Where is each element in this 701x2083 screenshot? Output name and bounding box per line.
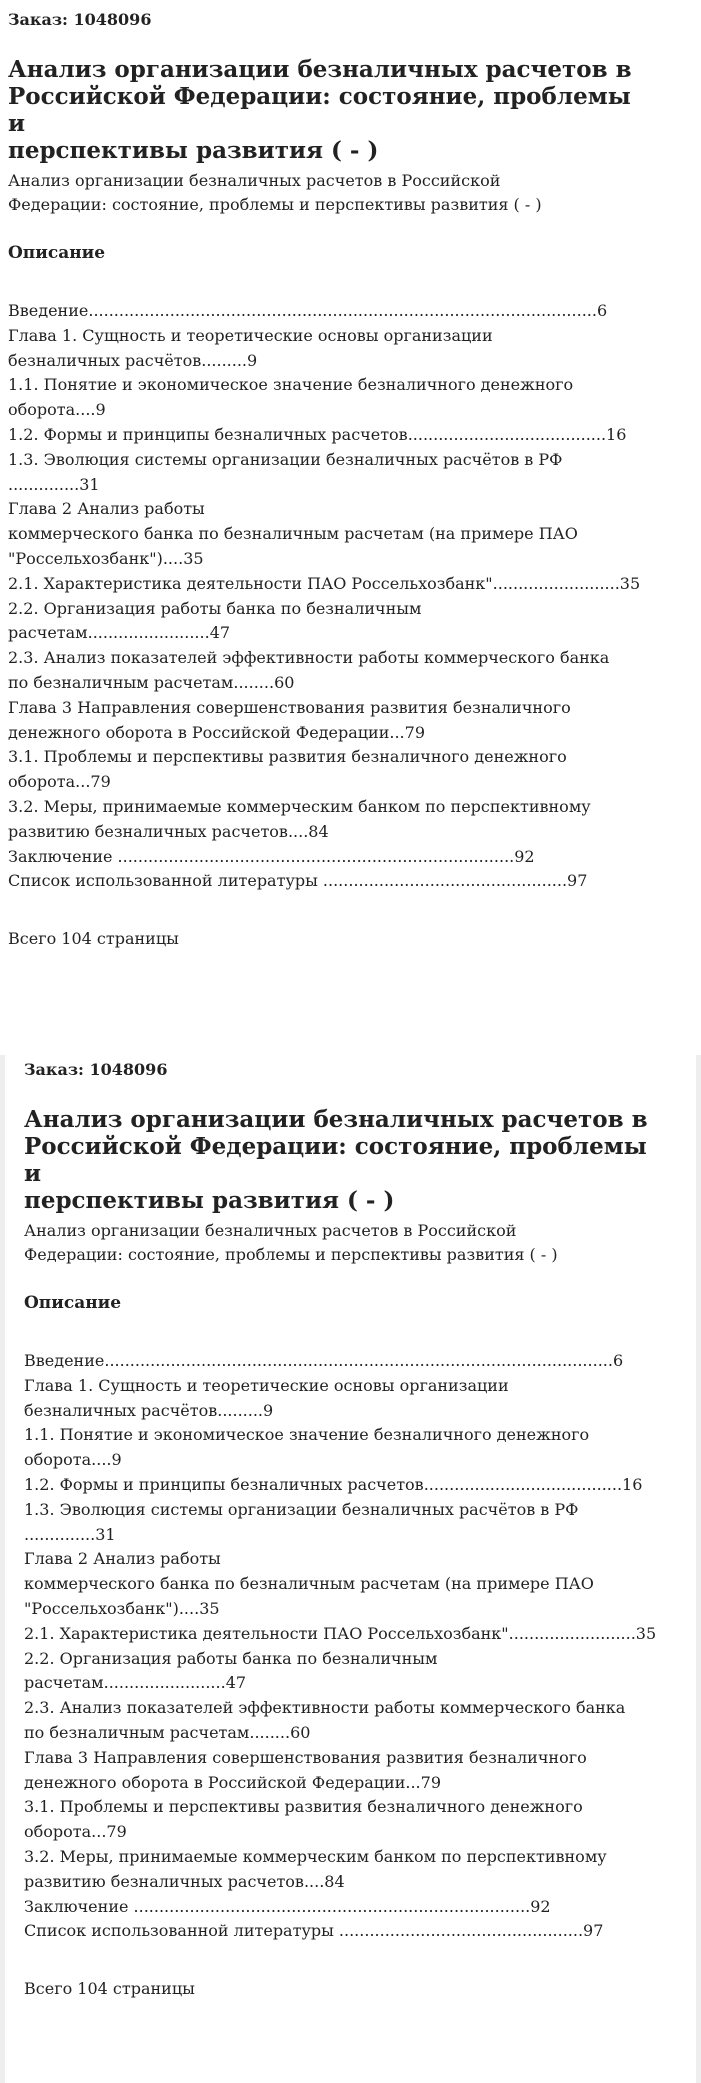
description-heading: Описание — [8, 243, 106, 263]
work-subtitle — [8, 169, 658, 217]
toc-line: оборота....9 — [8, 400, 106, 420]
toc-line: оборота...79 — [8, 772, 111, 792]
work-title-line: Российской Федерации: состояние, проблемы и — [24, 1133, 647, 1187]
work-subtitle-line: Федерации: состояние, проблемы и перспективы развития ( - ) — [8, 195, 542, 214]
work-card-2 — [0, 1055, 701, 2083]
toc-line: Заключение ..............................................................................92 — [8, 846, 535, 866]
toc-line: "Россельхозбанк")....35 — [24, 1598, 220, 1618]
work-subtitle-line: Анализ организации безналичных расчетов в Российской — [24, 1221, 517, 1240]
toc-line: 2.1. Характеристика деятельности ПАО Россельхозбанк".........................35 — [24, 1623, 657, 1643]
toc-line: расчетам........................47 — [8, 623, 231, 643]
toc-line: развитию безналичных расчетов....84 — [24, 1871, 345, 1891]
toc-line: 2.3. Анализ показателей эффективности работы коммерческого банка — [8, 648, 610, 668]
toc-line: Глава 1. Сущность и теоретические основы организации — [24, 1375, 509, 1395]
total-pages: Всего 104 страницы — [24, 1979, 195, 1999]
toc-line: безналичных расчётов.........9 — [8, 350, 258, 370]
toc-line: по безналичным расчетам........60 — [8, 672, 295, 692]
toc-line: расчетам........................47 — [24, 1673, 247, 1693]
toc-line: денежного оборота в Российской Федерации...79 — [8, 722, 425, 742]
work-title-line: Анализ организации безналичных расчетов в — [8, 56, 632, 83]
toc-line: Глава 3 Направления совершенствования развития безналичного — [8, 697, 571, 717]
toc-line: 1.2. Формы и принципы безналичных расчетов.......................................16 — [24, 1474, 643, 1494]
toc-line: ..............31 — [24, 1524, 116, 1544]
toc-line: коммерческого банка по безналичным расчетам (на примере ПАО — [8, 524, 578, 544]
work-title — [8, 56, 648, 164]
total-pages: Всего 104 страницы — [8, 929, 179, 949]
toc-line: 2.2. Организация работы банка по безналичным — [24, 1648, 438, 1668]
toc-line: 1.1. Понятие и экономическое значение безналичного денежного — [8, 375, 574, 395]
toc-line: 1.2. Формы и принципы безналичных расчетов.......................................16 — [8, 424, 627, 444]
work-title-line: перспективы развития ( - ) — [24, 1187, 395, 1214]
work-title-line: Анализ организации безналичных расчетов в — [24, 1106, 648, 1133]
toc-line: денежного оборота в Российской Федерации...79 — [24, 1772, 441, 1792]
toc-line: Список использованной литературы ................................................97 — [24, 1921, 604, 1941]
toc-line: 3.2. Меры, принимаемые коммерческим банком по перспективному — [8, 796, 591, 816]
toc-line: по безналичным расчетам........60 — [24, 1722, 311, 1742]
toc-line: 3.1. Проблемы и перспективы развития безналичного денежного — [8, 747, 567, 767]
order-number: Заказ: 1048096 — [24, 1060, 168, 1079]
toc-line: "Россельхозбанк")....35 — [8, 548, 204, 568]
toc-line: развитию безналичных расчетов....84 — [8, 821, 329, 841]
toc-line: 3.1. Проблемы и перспективы развития безналичного денежного — [24, 1797, 583, 1817]
toc-line: оборота....9 — [24, 1450, 122, 1470]
work-title — [24, 1106, 664, 1214]
toc-line: Заключение ..............................................................................92 — [24, 1896, 551, 1916]
toc-line: 1.3. Эволюция системы организации безналичных расчётов в РФ — [24, 1499, 579, 1519]
toc-line: коммерческого банка по безналичным расчетам (на примере ПАО — [24, 1574, 594, 1594]
toc-line: Введение....................................................................................................6 — [8, 301, 608, 320]
work-subtitle — [24, 1219, 674, 1267]
toc-line: 2.3. Анализ показателей эффективности работы коммерческого банка — [24, 1698, 626, 1718]
table-of-contents — [8, 299, 663, 894]
toc-line: оборота...79 — [24, 1822, 127, 1842]
toc-line: 2.2. Организация работы банка по безналичным — [8, 598, 422, 618]
toc-line: Список использованной литературы ................................................97 — [8, 871, 588, 891]
toc-line: Глава 1. Сущность и теоретические основы организации — [8, 325, 493, 345]
order-number: Заказ: 1048096 — [8, 10, 152, 29]
table-of-contents — [24, 1349, 679, 1944]
toc-line: Глава 2 Анализ работы — [8, 499, 205, 519]
description-heading: Описание — [24, 1293, 122, 1313]
toc-line: Глава 3 Направления совершенствования развития безналичного — [24, 1747, 587, 1767]
toc-line: безналичных расчётов.........9 — [24, 1400, 274, 1420]
work-title-line: перспективы развития ( - ) — [8, 137, 379, 164]
toc-line: 1.1. Понятие и экономическое значение безналичного денежного — [24, 1425, 590, 1445]
toc-line: Введение....................................................................................................6 — [24, 1351, 624, 1370]
work-title-line: Российской Федерации: состояние, проблемы и — [8, 83, 631, 137]
toc-line: 1.3. Эволюция системы организации безналичных расчётов в РФ — [8, 449, 563, 469]
work-subtitle-line: Федерации: состояние, проблемы и перспективы развития ( - ) — [24, 1245, 558, 1264]
toc-line: ..............31 — [8, 474, 100, 494]
toc-line: 2.1. Характеристика деятельности ПАО Россельхозбанк".........................35 — [8, 573, 641, 593]
toc-line: 3.2. Меры, принимаемые коммерческим банком по перспективному — [24, 1846, 607, 1866]
work-subtitle-line: Анализ организации безналичных расчетов в Российской — [8, 171, 501, 190]
toc-line: Глава 2 Анализ работы — [24, 1549, 221, 1569]
